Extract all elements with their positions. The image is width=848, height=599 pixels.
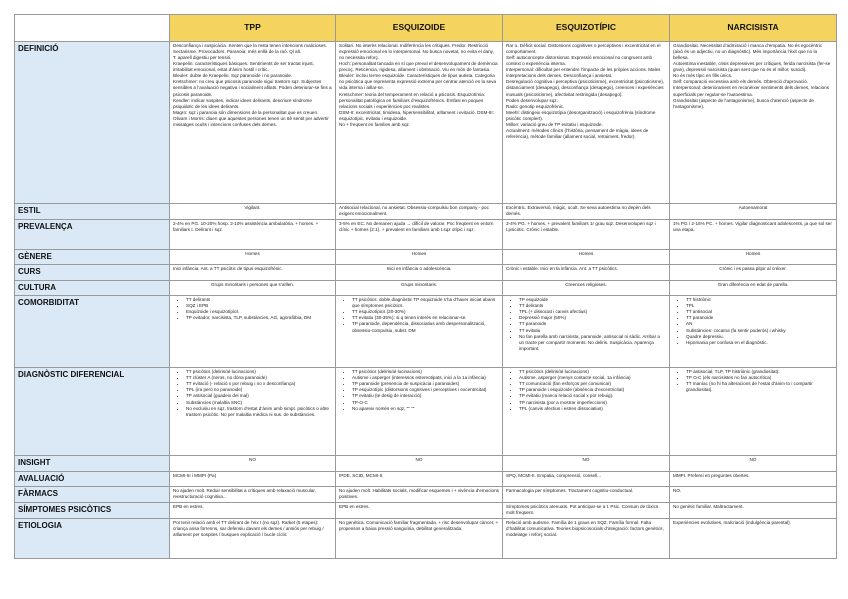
cell-narcisista (670, 456, 837, 472)
row-label: DEFINICIÓ (15, 42, 170, 204)
text-line: Símptomes psicòtics atenuats. Pot anticipar-se a t. Psic. Consum de tòxics molt freqüent. (506, 504, 659, 516)
text-line: T. aparell digestiu per tensió. (173, 55, 232, 61)
cell-text (673, 251, 833, 257)
cell-text (506, 251, 666, 257)
bullet-item: • AN (686, 321, 833, 327)
header-esquizotipic: ESQUIZOTÍPIC (503, 15, 670, 42)
text-line: NO (749, 457, 757, 463)
row-label: CULTURA (15, 280, 170, 296)
text-line: 3-4% PG. + homes. + prevalent familiars 1r grau sqz. Desenvolupen sqz i t.psicòtic. Crònic i estable. (506, 220, 656, 232)
table-row (15, 368, 837, 456)
row-label: FÀRMACS (15, 487, 170, 503)
cell-narcisista (670, 280, 837, 296)
cell-text (673, 473, 833, 479)
bullet-item: • TP esquizoide (519, 297, 666, 303)
cell-esquizotipic (503, 249, 670, 265)
text-line: Self: autoconcepte distorsionat. Expressió emocional no congruent amb context o experiència interna. (506, 55, 653, 67)
row-label: ETIOLOGIA (15, 518, 170, 558)
bullet-item: • TT evitació (- relació x por rebuig i no x desconfiança) (186, 381, 332, 387)
cell-text (339, 43, 499, 128)
text-line: Desregulació cognitiva i perceptiva (psicoticisme), excentricitat (psicoticisme), distanciament (desapego), desconfiança (desapego), creences i experiències inusuals (psicoticisme), afectivitat restringida (desapego). (506, 79, 665, 97)
bullet-item: • TP antisocial (guadeix del mal) (186, 393, 332, 399)
bullet-item: • TP narcisista (por a mostrar imperfeccions) (519, 400, 666, 406)
cell-text (339, 282, 499, 288)
cell-text (339, 488, 499, 500)
text-line: No genètic familiar. Maltractament. (673, 504, 744, 510)
cell-text (506, 457, 666, 463)
text-line: Farmacologia per símptomes. Tractament cognitiu-conductual. (506, 488, 634, 494)
cell-esquizoide (336, 368, 503, 456)
text-line: Hoch: personalitat tancada en sí que preval el desenvolupament de demència precoç. Reticència, rigidesa, allament i obstinació. Viu en món de fantasia. (339, 61, 498, 73)
bullet-list (339, 369, 499, 411)
cell-narcisista (670, 503, 837, 519)
cell-esquizotipic (503, 487, 670, 503)
cell-text (673, 282, 833, 288)
bullet-list (506, 369, 666, 411)
cell-text (173, 251, 332, 257)
cell-esquizotipic (503, 265, 670, 281)
text-line: No + freqüent en families amb sqz. (339, 121, 411, 127)
cell-text (673, 43, 833, 110)
cell-text (673, 457, 833, 463)
cell-narcisista (670, 518, 837, 558)
table-row (15, 471, 837, 487)
table-row (15, 503, 837, 519)
cell-text (506, 266, 666, 272)
bullet-list (173, 297, 332, 321)
text-line: Grups minoritaris. (400, 281, 438, 287)
table-row (15, 42, 837, 204)
bullet-list (673, 369, 833, 393)
text-line: Autoestima inestable, crisis depressives per crítiques, ferida narcisista (fer-se gran), depressió narcisista (quan sent que no és el millor, suïcidi). (673, 61, 831, 73)
cell-narcisista (670, 265, 837, 281)
cell-tpp (170, 503, 336, 519)
text-line: Poden desenvolupar sqz. (506, 97, 558, 103)
cell-narcisista (670, 249, 837, 265)
bullet-item: • TP evitatiu (te desig de interacció) (352, 393, 499, 399)
cell-text (339, 504, 499, 510)
cell-esquizoide (336, 518, 503, 558)
header-narcisista: NARCISISTA (670, 15, 837, 42)
bullet-item: • TT evitatiu (30-35%): si q tenen interès en relacionar-se. (352, 315, 499, 321)
text-line: No ajuden molt. Reduir sensibilitat a crítiques amb relaxació muscular, reestructuració cognitiva... (173, 488, 316, 500)
cell-esquizoide (336, 471, 503, 487)
bullet-item: • TT psicòtics (deliris/al·lucinacions) (186, 369, 332, 375)
cell-text (673, 504, 833, 510)
cell-esquizotipic (503, 219, 670, 249)
text-line: Creences religioses. (565, 281, 607, 287)
bullet-item: • TP-O-C (352, 400, 499, 406)
cell-tpp (170, 456, 336, 472)
cell-text (506, 205, 666, 217)
text-line: NO (582, 457, 590, 463)
cell-narcisista (670, 219, 837, 249)
text-line: Gran diferència en edat de parella. (717, 281, 789, 287)
bullet-item: • Esquizoide i esquizotípics (186, 309, 332, 315)
text-line: Inici infància. Ant. a TT psicòtic de tipus esquizofrènic. (173, 266, 283, 272)
text-line: IPDE, SCID, MCMI-II. (339, 472, 384, 478)
row-label: COMORBIDITAT (15, 296, 170, 368)
bullet-item: • TPL (ira però no paranoide) (186, 387, 332, 393)
cell-tpp (170, 219, 336, 249)
cell-text (173, 473, 332, 479)
text-line: Meehl: distingeix esquizotípia (desorganització) i esquizofrènia (síndrome psicòtic complert). (506, 109, 656, 121)
table-row (15, 296, 837, 368)
text-line: 3-5% en EC. No demanen ajuda → difícil de valorar. Poc freqüent en entorn clínic + homes (2:1). + prevalent en familiars amb t.sqz otípic i sqz. (339, 220, 494, 232)
text-line: Antisocial relacional, no ansietat. Obsessiu-compulsiu bon company - poc exigent emocionalment. (339, 205, 489, 217)
row-label: ESTIL (15, 204, 170, 220)
text-line: Interpersonal: deteriorament en reconèixer sentiments dels demes, relacions superficials per regular-se l’autoestima. (673, 85, 830, 97)
row-label: DIAGNÒSTIC DIFERENCIAL (15, 368, 170, 456)
text-line: NO (415, 457, 423, 463)
cell-esquizoide (336, 487, 503, 503)
cell-text (339, 457, 499, 463)
row-label: SÍMPTOMES PSICÒTICS (15, 503, 170, 519)
text-line: 2-4% en PG. 10-20% hosp. 2-10% assistència ambulatòria. + homes. + familiars t. Delirant i sqz. (173, 220, 319, 232)
bullet-list (506, 297, 666, 352)
bullet-item: • TP evitatiu (manca relació social x por rebuig). (519, 393, 666, 399)
text-line: No és més típic en fills únics. (673, 73, 733, 79)
text-line: Excèntric. Extraversió, màgic, ocult. Se seva autoestima no depèn dels demés. (506, 205, 651, 217)
cell-text (339, 205, 499, 217)
bullet-item: • TPL (+ dissociat i canvis afectius) (519, 309, 666, 315)
bullet-item: • TT comunicació (fan esforços per comunicar) (519, 381, 666, 387)
text-line: Inici en infància o adolescència. (386, 266, 452, 272)
cell-text (506, 504, 666, 516)
cell-text (173, 43, 332, 128)
table-row (15, 280, 837, 296)
bullet-item: • TT evitatiu (519, 328, 666, 334)
cell-text (673, 221, 833, 233)
cell-text (339, 221, 499, 233)
bullet-item: • Quadre depressiu. (686, 334, 833, 340)
comparison-table (14, 14, 837, 559)
cell-esquizotipic (503, 471, 670, 487)
text-line: Magro: sqz i paranoia són dimensions de la personalitat que es creuen. (173, 109, 319, 115)
cell-esquizoide (336, 42, 503, 204)
text-line: Rar o. Dèficit social. Distorsions cognitives o perceptives i excentricitat en el comportament. (506, 43, 661, 55)
cell-text (173, 221, 332, 233)
cell-text (506, 282, 666, 288)
cell-narcisista (670, 368, 837, 456)
text-line: Autoenamorat (738, 205, 768, 210)
bullet-item: • Substàncies (malaltia SNC) (186, 400, 332, 406)
cell-esquizotipic (503, 204, 670, 220)
bullet-item: • TT maníac (no hi ha alteracions de l’estat d’ànim to i compartir grandiositat). (686, 381, 833, 393)
row-label: AVALUACIÓ (15, 471, 170, 487)
table-row (15, 204, 837, 220)
text-line: Kretschmer: teoria del temperament en relació a psicosis. Esquizotímia: personalitat patològica en familiars d’esquizofrènics. Èmfasi en poques relacions socials i experiències poc realistes. (339, 91, 486, 109)
cell-esquizotipic (503, 42, 670, 204)
cell-text (173, 488, 332, 500)
bullet-list (339, 297, 499, 333)
cell-esquizotipic (503, 456, 670, 472)
header-row (15, 15, 837, 42)
text-line: NO. (673, 488, 682, 494)
bullet-item: • TP O-C (els narcisistes no fan autocrítica) (686, 375, 833, 381)
cell-esquizoide (336, 249, 503, 265)
bullet-item: • Hipomania per confusa en el diagnòstic. (686, 340, 833, 346)
row-label: INSIGHT (15, 456, 170, 472)
bullet-item: • TP paranoide i esquizoide (absència d’excentricitat) (519, 387, 666, 393)
cell-tpp (170, 280, 336, 296)
bullet-item: • TT antisocial (686, 309, 833, 315)
text-line: Bleuler: dubte de Kraepelin. Sqz paranoide i no paranoide. (173, 73, 293, 79)
text-line: Grandiositat. Necessitat d’admiració i manca d’empatia. No és egocèntric (això és un adjectiu, no un diagnòstic). Més importància l’èxit que no la bellesa. (673, 43, 823, 61)
row-label: PREVALENÇA (15, 219, 170, 249)
text-line: Solitari. No interès relacional. Indiferència les crítiques. Fredor. Restricció expressió emocional en lo interpersonal. No busca novetat, no evita el dany, no necessita reforç. (339, 43, 494, 61)
bullet-item: • No apareix només en sqz, "" "" (352, 406, 499, 412)
bullet-item: • SQZ i EPB (186, 303, 332, 309)
text-line: No ajuden molt. Habilitats socials, modificar esquemes i + vivència d’emocions positives. (339, 488, 499, 500)
bullet-item: • TP esquizotípic (distorsions cognitives i perceptives i excentricitat) (352, 387, 499, 393)
cell-esquizoide (336, 503, 503, 519)
text-line: MMPI. Preferei en preguntes obertes. (673, 472, 750, 478)
cell-tpp (170, 249, 336, 265)
text-line: Desconfiança i suspicàcia. Senten que la resta tenen intencions malicioses. Sectarisme. Provocadors. Paranoia: més enllà de la raó. Ql alt. (173, 43, 327, 55)
text-line: Vigilant. (244, 205, 261, 210)
bullet-item: • TT paranoide (519, 321, 666, 327)
bullet-item: • TT delirants (186, 297, 332, 303)
cell-tpp (170, 42, 336, 204)
cell-esquizotipic (503, 503, 670, 519)
table-row (15, 265, 837, 281)
table-row (15, 456, 837, 472)
bullet-item: • TP paranoide, dependència, dissociatius amb despersonalització, obsessiu-compulsiu, subst. DM (352, 321, 499, 333)
bullet-item: • TPL (canvis afectius i estres dissociatius) (519, 406, 666, 412)
bullet-item: • TT psicòtics: doble diagnòstic TP esquizoide s’ha d’haver iniciat abans que símptomes psicòtics. (352, 297, 499, 309)
bullet-item: • TT psicòtics (deliris/al·lucinacions) (352, 369, 499, 375)
cell-tpp (170, 518, 336, 558)
header-tpp: TPP (170, 15, 336, 42)
bullet-item: • TT delirants (519, 303, 666, 309)
text-line: Homes (578, 250, 594, 256)
bullet-item: • TT esquizotípics (20-30%) (352, 309, 499, 315)
cell-text (173, 282, 332, 288)
cell-text (173, 457, 332, 463)
cell-esquizoide (336, 296, 503, 368)
cell-narcisista (670, 204, 837, 220)
bullet-item: • TP evitador, narcisista, TLP, substàncies, AG, agorafòbia, DM (186, 315, 332, 321)
cell-narcisista (670, 471, 837, 487)
cell-narcisista (670, 487, 837, 503)
table-row (15, 487, 837, 503)
cell-esquizotipic (503, 518, 670, 558)
cell-esquizoide (336, 204, 503, 220)
bullet-list (673, 297, 833, 346)
cell-esquizoide (336, 219, 503, 249)
text-line: Rado: genotip esquizofrènic. (506, 103, 565, 109)
text-line: EPB en estres. (339, 504, 370, 510)
cell-esquizoide (336, 265, 503, 281)
cell-tpp (170, 296, 336, 368)
table-row (15, 249, 837, 265)
cell-text (173, 520, 332, 538)
text-line: Olivam i Morris: diuen que aquestes persones tenen un 6è sentit per advertir missatges ocults i intencions confuses dels demes. (173, 115, 329, 127)
text-line: Actualment: mètodes clínics (l’història, pensament de màgia, idees de referència), mètode familiar (allament social, retraiment, fredor). (506, 127, 649, 139)
text-line: Pot tenir relació amb el TT delirant de l’eix I (no sqz). Rarket (5 etapes): criança ansa forrenns, sar defensiu davant els demes / ansiós per rebuig / aïllament per sospites / busquen explicació / bucle cíclic (173, 519, 324, 537)
cell-text (506, 43, 666, 140)
text-line: 1% PG / 2-16% PC. + homes. Vigilar diagnosticant adolescents, ja que sol ser una etapa. (673, 220, 832, 232)
text-line: Crònic i es passa pitjor al créixer. (719, 266, 787, 272)
text-line: EPB en estres. (173, 504, 204, 510)
text-line: Homes (245, 250, 260, 256)
bullet-item: • Depressió major (50%) (519, 315, 666, 321)
cell-text (339, 520, 499, 532)
text-line: Homes (411, 250, 427, 256)
text-line: Crònic i estable. Inici en la infància. Ant. a TT psicòtics. (506, 266, 618, 272)
cell-narcisista (670, 296, 837, 368)
cell-esquizoide (336, 456, 503, 472)
cell-text (339, 266, 499, 272)
row-label: GÈNERE (15, 249, 170, 265)
text-line: SPQ, MCMI-II. Empatia, comprensió, consell... (506, 472, 601, 478)
bullet-item: • TT clúster A (neros, no dóna paranoide) (186, 375, 332, 381)
cell-narcisista (670, 42, 837, 204)
bullet-item: • TT psicòtics (deliris/al·lucinacions) (519, 369, 666, 375)
text-line: Interpersonal: dificultat per entendre l’impacte de les pròpies accions. Males interpretacions dels demes. Desconfiança i ansietat. (506, 67, 661, 79)
cell-text (506, 221, 666, 233)
bullet-item: • TT paranoide (686, 315, 833, 321)
cell-text (673, 205, 833, 211)
cell-tpp (170, 471, 336, 487)
text-line: Experiències evolutives, malcriació (indulgència parental). (673, 519, 791, 525)
cell-text (173, 266, 332, 272)
table-row (15, 219, 837, 249)
bullet-list (173, 369, 332, 418)
bullet-item: • No exclusiu en sqz, trastorn d’estat d’ànim amb simpt. psicòtics o altre trastorn psicòtic. No per malaltia mèdica ni sus. de substàncies. (186, 406, 332, 418)
cell-esquizotipic (503, 368, 670, 456)
cell-text (673, 488, 833, 494)
cell-tpp (170, 487, 336, 503)
table-row (15, 518, 837, 558)
cell-text (339, 473, 499, 479)
text-line: Grandiositat (aspecte de l’antagonisme), busca d’atenció (aspecte de l’antagonisme). (673, 97, 814, 109)
text-line: DSM-II: excentricitat, timidesa, hipersensibilitat, aïllament i evitació. DSM-III: esquizotípic, evitatiu i esquizoide. (339, 109, 494, 121)
cell-esquizotipic (503, 280, 670, 296)
bullet-item: • Autisme, asperger (menys contacte social, 1a infància) (519, 375, 666, 381)
bullet-item: • Autisme i asperger (interessos estereotipats, inici a la 1a infància) (352, 375, 499, 381)
cell-text (173, 504, 332, 510)
text-line: NO (249, 457, 256, 463)
text-line: Kretschmer: no creu que psicosis paranoide sigui trastorn sqz. Subjectes sensibles a l’avaluació negativa i socialment afilats. Poden deteriorar-se fins a psicosis paranoide. (173, 79, 332, 97)
cell-esquizoide (336, 280, 503, 296)
cell-text (673, 266, 833, 272)
row-label: CURS (15, 265, 170, 281)
cell-text (506, 488, 666, 494)
cell-text (673, 520, 833, 526)
bullet-item: • TP paranoide (presencia de suspicàcia i paranoides) (352, 381, 499, 387)
cell-text (506, 473, 666, 479)
text-line: No genètica. Comunicació familiar fragmentada. + risc desenvolupar càncer, + propensos a baixa pressió sanguínia, debilitat generalitzada. (339, 519, 499, 531)
bullet-item: • TT histriònic (686, 297, 833, 303)
text-line: Relació amb autisme. Família de 1 graus en SQZ. Família formal. Falta d’habilitat comunicativa. Teories biopsicosocials d’integració: factors genètics, modelatge i reforç social. (506, 519, 664, 537)
cell-text (173, 205, 332, 211)
header-esquizoide: ESQUIZOIDE (336, 15, 503, 42)
bullet-item: • No fan parella amb narcisista, paranoide, antisocial ni sàdic. Arribar a un tracte per compartir moments. No deliris. Suspicàcia. Aparença important. (519, 334, 666, 352)
text-line: Kendler: indicar sospites, indicar idees delirants, descriure síndrome psiquiàtric de les idees delirants. (173, 97, 312, 109)
cell-esquizotipic (503, 296, 670, 368)
text-line: Millon: variació greu de TP evitatiu i esquizoide. (506, 121, 603, 127)
header-corner (15, 15, 170, 42)
bullet-item: • TPL (686, 303, 833, 309)
text-line: Self: comparació excessiva amb els demés. Obtenció d’aprovació. (673, 79, 809, 85)
bullet-item: • Substàncies: cocaïna (fa sentir poderós) i whisky. (686, 328, 833, 334)
text-line: Grups minoritaris i persones que s’aïllen. (210, 281, 295, 287)
bullet-item: • TP antisocial, TLP, TP histriònic (grandiositat). (686, 369, 833, 375)
text-line: MCMI-III i MMPI (Pa) (173, 472, 217, 478)
cell-tpp (170, 204, 336, 220)
text-line: Bleuler: inclou terme esquizoide. Característiques de tipus autista. Categoria no psicòtica que representa expressió extrema per centrar atenció en la seva vida interna i aïllar-se. (339, 73, 497, 91)
cell-tpp (170, 265, 336, 281)
cell-tpp (170, 368, 336, 456)
cell-text (339, 251, 499, 257)
text-line: Kraepelin: característiques bàsiques. Sentiments de ser tractat injust, irritabilitat emocional, estat d’ànim hostil i crític. (173, 61, 314, 73)
cell-text (506, 520, 666, 538)
text-line: Homes (745, 250, 761, 256)
